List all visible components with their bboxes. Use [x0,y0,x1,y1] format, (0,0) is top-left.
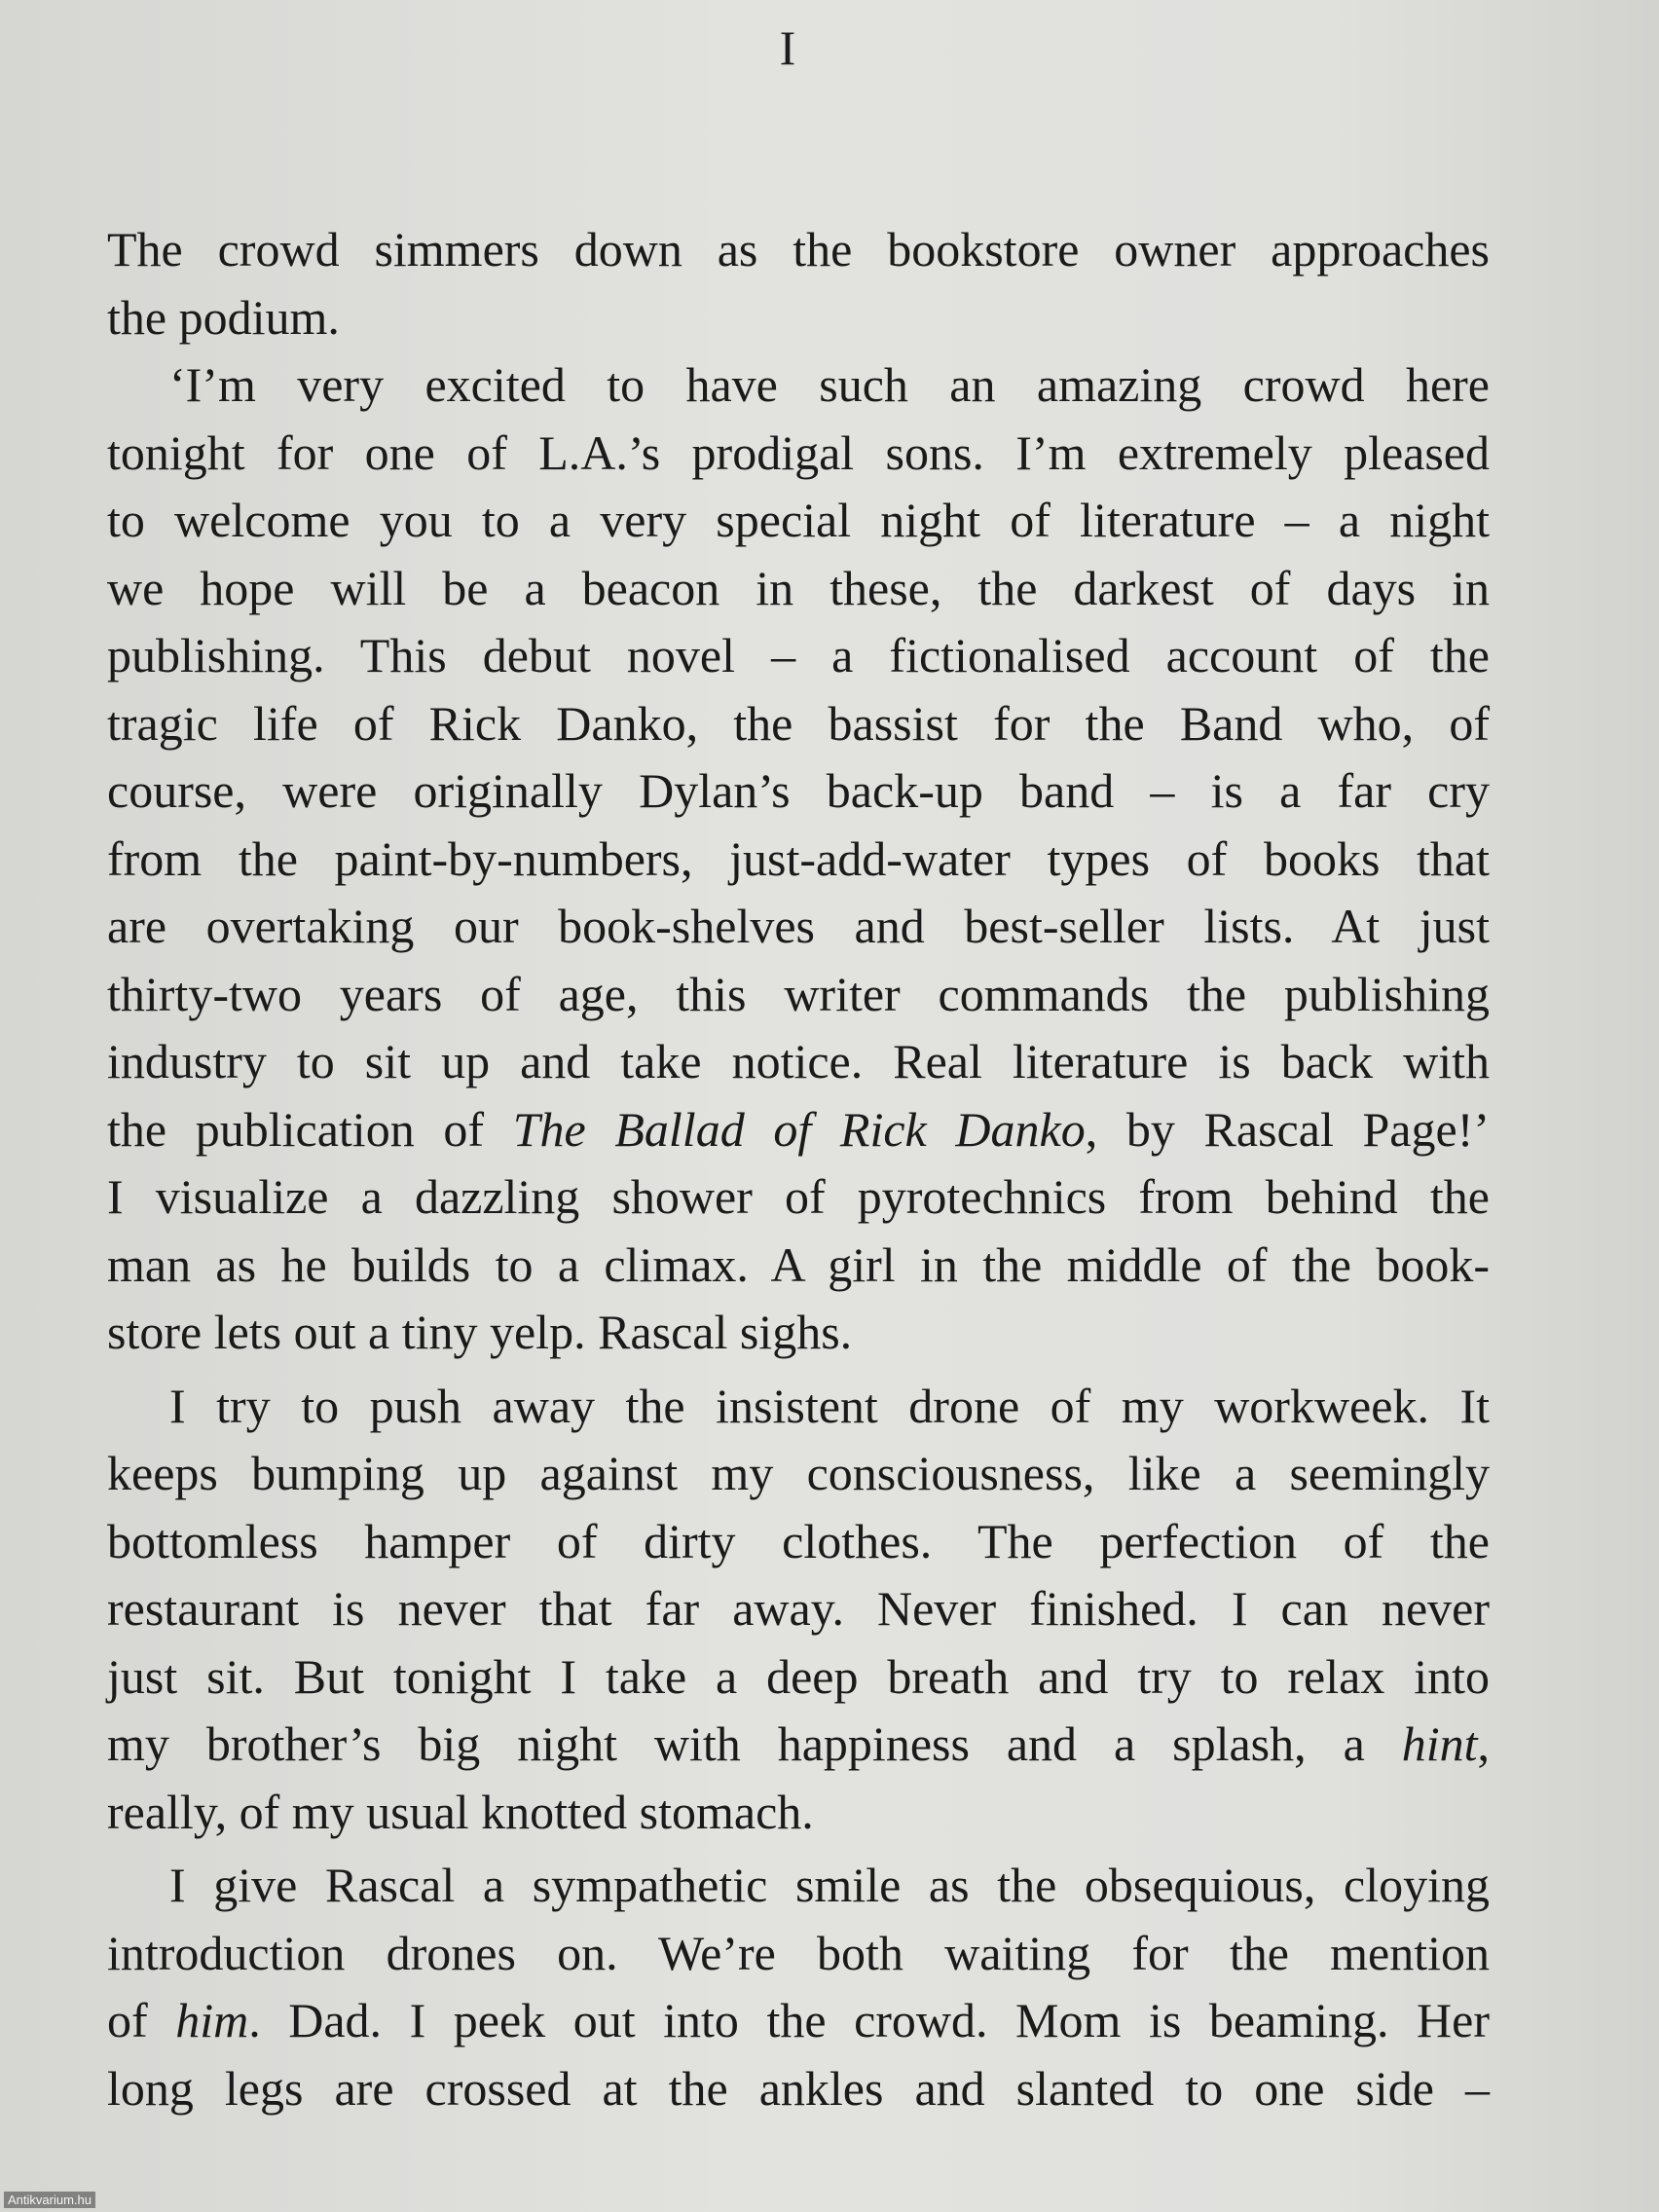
text-segment: , by Rascal Page!’ [1085,1101,1490,1157]
text-line: tonight for one of L.A.’s prodigal sons. I’m extremely pleased [107,424,1490,480]
paragraph-3 [107,1373,1490,1847]
text-line-with-emphasis [107,1987,1490,2055]
text-segment: , [1477,1716,1490,1771]
text-line: industry to sit up and take notice. Real literature is back with [107,1034,1490,1088]
text-line: long legs are crossed at the ankles and slanted to one side – [107,2060,1490,2116]
text-segment: my brother’s big night with happiness and a splash, a [107,1716,1402,1771]
text-line: course, were originally Dylan’s back-up band – is a far cry [107,763,1490,818]
body-text [107,216,1490,2122]
text-line: I give Rascal a sympathetic smile as the obsequious, cloying [169,1858,1490,1912]
emphasis-italic: him [175,1993,249,2047]
text-line: ‘I’m very excited to have such an amazing crowd here [169,357,1490,412]
text-line: man as he builds to a climax. A girl in the middle of the book- [107,1236,1490,1292]
text-line: introduction drones on. We’re both waiting for the mention [107,1925,1490,1980]
text-line: really, of my usual knotted stomach. [107,1784,814,1839]
text-line: I visualize a dazzling shower of pyrotechnics from behind the [107,1169,1490,1224]
text-line: are overtaking our book-shelves and best-seller lists. At just [107,899,1490,953]
paragraph-2 [107,351,1490,1367]
text-line: we hope will be a beacon in these, the darkest of days in [107,560,1490,615]
text-segment: . Dad. I peek out into the crowd. Mom is beaming. Her [248,1993,1490,2047]
text-line: The crowd simmers down as the bookstore owner approaches [107,222,1490,276]
text-line: keeps bumping up against my consciousness, like a seemingly [107,1446,1490,1500]
text-line-with-emphasis [107,1711,1490,1779]
text-line: thirty-two years of age, this writer commands the publishing [107,966,1490,1021]
text-line: publishing. This debut novel – a fictionalised account of the [107,628,1490,682]
text-line: restaurant is never that far away. Never finished. I can never [107,1581,1490,1636]
text-line: store lets out a tiny yelp. Rascal sighs. [107,1305,853,1359]
text-line: from the paint-by-numbers, just-add-water types of books that [107,830,1490,886]
text-line: just sit. But tonight I take a deep breath and try to relax into [107,1648,1490,1704]
text-line: to welcome you to a very special night of literature – a night [107,493,1490,547]
text-segment: of [107,1993,176,2047]
watermark: Antikvarium.hu [4,2192,95,2208]
emphasis-italic: hint [1401,1716,1478,1771]
text-line: bottomless hamper of dirty clothes. The perfection of the [107,1513,1490,1568]
book-title-italic: The Ballad of Rick Danko [512,1101,1086,1157]
paragraph-4 [107,1852,1490,2122]
text-line-with-book-title [107,1096,1490,1164]
text-line: the podium. [107,289,340,345]
text-line: tragic life of Rick Danko, the bassist for the Band who, of [107,695,1490,751]
paragraph-1 [107,216,1490,351]
text-segment: the publication of [107,1101,513,1157]
text-line: I try to push away the insistent drone of my workweek. It [169,1378,1490,1433]
chapter-number: I [779,20,798,75]
